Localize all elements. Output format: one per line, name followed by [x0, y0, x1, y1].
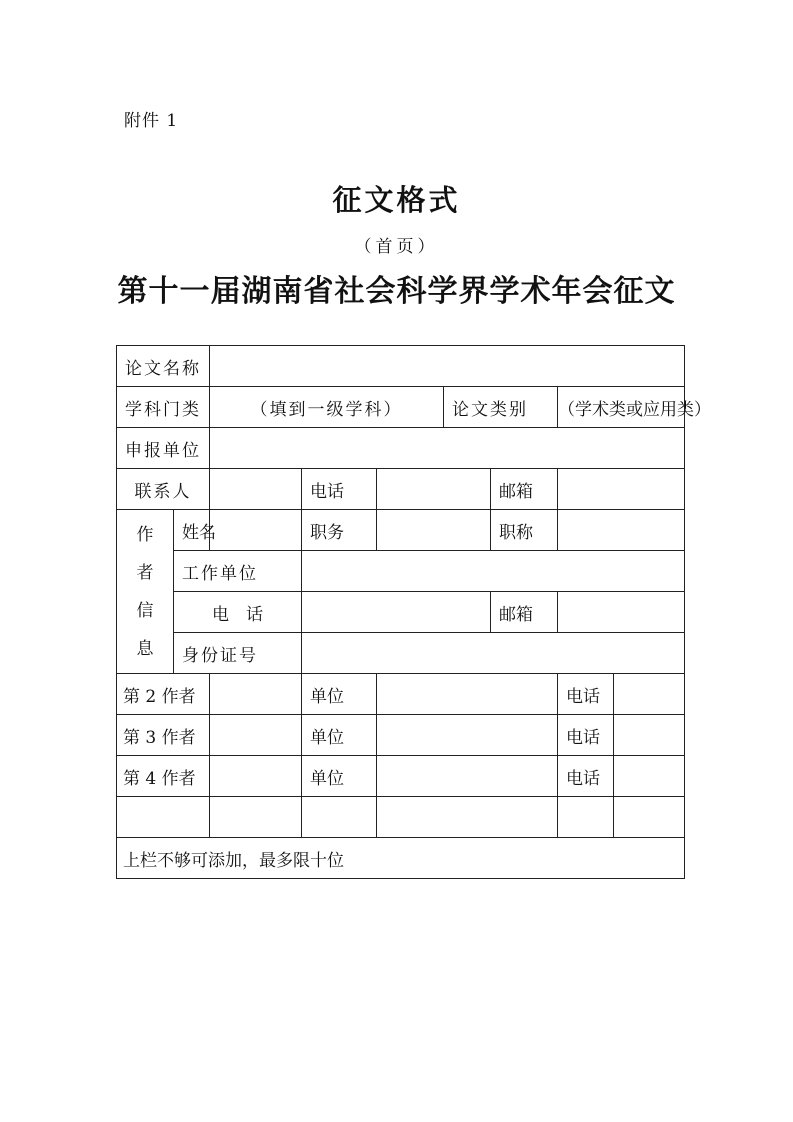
page-title: 征文格式	[332, 183, 461, 217]
submission-form-table	[116, 345, 711, 879]
coauthor-3-phone-label: 电话	[558, 715, 614, 756]
document-heading: 第十一届湖南省社会科学界学术年会征文	[117, 274, 676, 309]
contact-phone-label: 电话	[302, 469, 377, 510]
table-row	[117, 387, 685, 428]
paper-type-label: 论文类别	[444, 387, 558, 428]
coauthor-4-field[interactable]	[210, 756, 302, 797]
coauthor-3-label: 第 3 作者	[117, 715, 210, 756]
id-number-label: 身份证号	[174, 633, 302, 674]
blank-phone-field[interactable]	[614, 797, 685, 838]
table-row	[117, 510, 685, 551]
table-row	[117, 756, 685, 797]
coauthor-2-field[interactable]	[210, 674, 302, 715]
work-unit-field[interactable]	[302, 551, 685, 592]
table-row	[117, 592, 685, 633]
author-name-field[interactable]	[210, 510, 302, 551]
contact-email-field[interactable]	[558, 469, 685, 510]
form-note: 上栏不够可添加，最多限十位	[117, 838, 685, 879]
author-title-label: 职称	[491, 510, 558, 551]
table-row	[117, 551, 685, 592]
attachment-label: 附件 1	[124, 111, 179, 131]
contact-label: 联系人	[117, 469, 210, 510]
blank-unit-label[interactable]	[302, 797, 377, 838]
author-position-field[interactable]	[377, 510, 491, 551]
author-phone-field[interactable]	[302, 592, 491, 633]
table-row	[117, 428, 685, 469]
id-number-field[interactable]	[302, 633, 685, 674]
table-row	[117, 633, 685, 674]
author-name-label: 姓名	[174, 510, 210, 551]
coauthor-2-phone-field[interactable]	[614, 674, 685, 715]
coauthor-3-phone-field[interactable]	[614, 715, 685, 756]
subject-field[interactable]: （填到一级学科）	[210, 387, 444, 428]
blank-unit-field[interactable]	[377, 797, 558, 838]
table-row	[117, 838, 685, 879]
coauthor-2-label: 第 2 作者	[117, 674, 210, 715]
contact-email-label: 邮箱	[491, 469, 558, 510]
author-phone-label: 电 话	[174, 592, 302, 633]
blank-phone-label[interactable]	[558, 797, 614, 838]
coauthor-4-phone-label: 电话	[558, 756, 614, 797]
coauthor-3-unit-label: 单位	[302, 715, 377, 756]
coauthor-3-unit-field[interactable]	[377, 715, 558, 756]
unit-label: 申报单位	[117, 428, 210, 469]
table-row	[117, 797, 685, 838]
paper-name-label: 论文名称	[117, 346, 210, 387]
author-title-field[interactable]	[558, 510, 685, 551]
table-row	[117, 715, 685, 756]
work-unit-label: 工作单位	[174, 551, 302, 592]
coauthor-2-unit-label: 单位	[302, 674, 377, 715]
blank-author-field[interactable]	[210, 797, 302, 838]
coauthor-2-phone-label: 电话	[558, 674, 614, 715]
coauthor-4-unit-label: 单位	[302, 756, 377, 797]
coauthor-3-field[interactable]	[210, 715, 302, 756]
coauthor-4-label: 第 4 作者	[117, 756, 210, 797]
coauthor-4-phone-field[interactable]	[614, 756, 685, 797]
table-row	[117, 674, 685, 715]
author-email-field[interactable]	[558, 592, 685, 633]
coauthor-4-unit-field[interactable]	[377, 756, 558, 797]
table-row	[117, 346, 685, 387]
unit-field[interactable]	[210, 428, 685, 469]
paper-type-field[interactable]: （学术类或应用类）	[558, 387, 685, 428]
author-info-label: 作 者 信 息	[117, 510, 174, 674]
author-position-label: 职务	[302, 510, 377, 551]
table-row	[117, 469, 685, 510]
paper-name-field[interactable]	[210, 346, 685, 387]
contact-field[interactable]	[210, 469, 302, 510]
coauthor-2-unit-field[interactable]	[377, 674, 558, 715]
page-subtitle: （首页）	[354, 237, 439, 257]
blank-author-label[interactable]	[117, 797, 210, 838]
subject-label: 学科门类	[117, 387, 210, 428]
author-email-label: 邮箱	[491, 592, 558, 633]
contact-phone-field[interactable]	[377, 469, 491, 510]
